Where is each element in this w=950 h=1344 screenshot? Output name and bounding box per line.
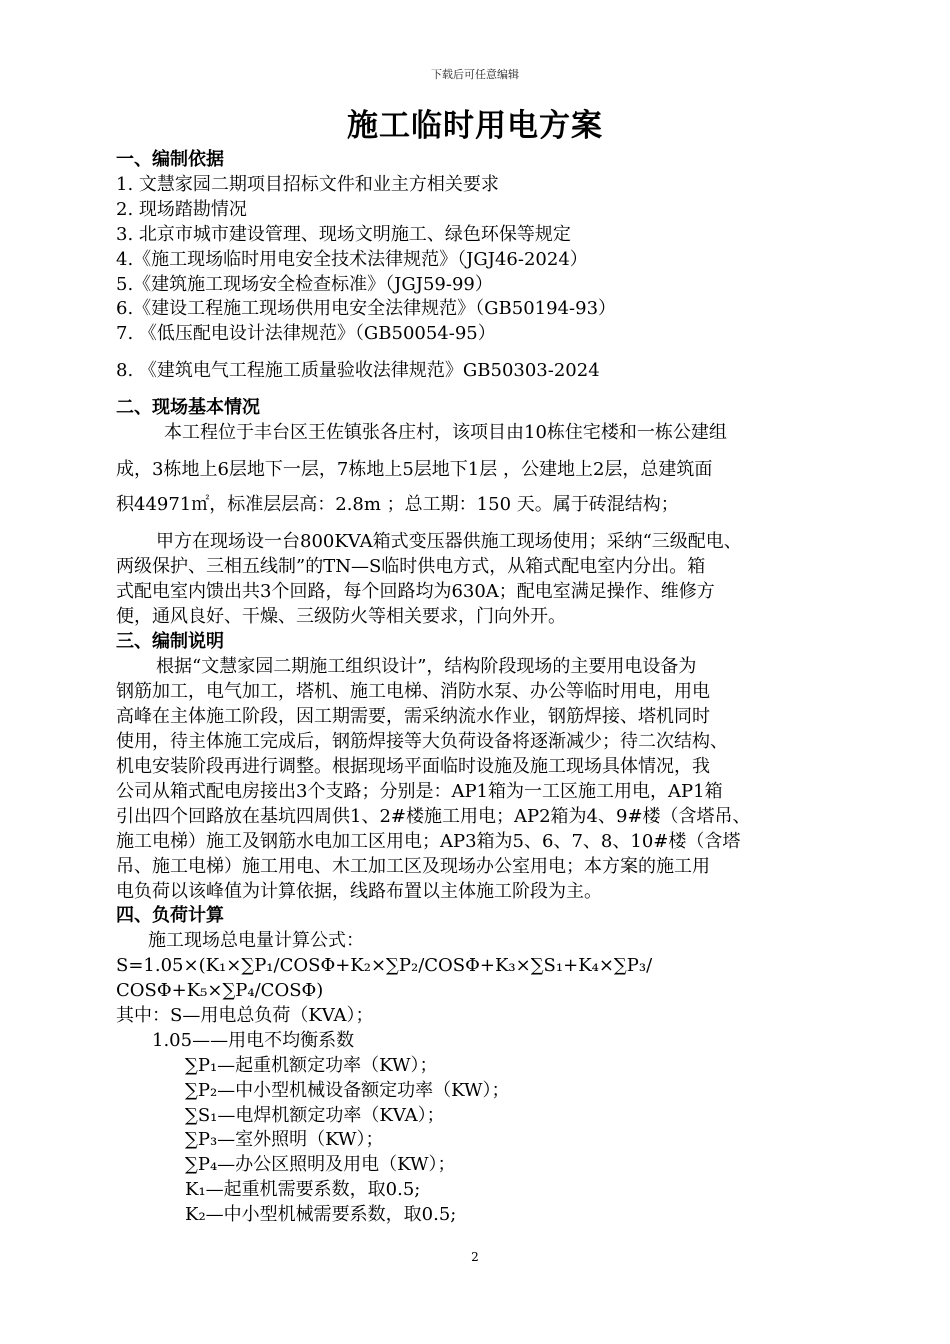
- basis-item: 5.《建筑施工现场安全检查标准》（JGJ59-99）: [116, 274, 493, 295]
- formula-line: S=1.05×(K₁×∑P₁/COSΦ+K₂×∑P₂/COSΦ+K₃×∑S₁+K₄×∑P₃/: [116, 955, 653, 976]
- formula-term: ∑P₄—办公区照明及用电（KW）；: [185, 1154, 456, 1175]
- section-heading-basis: 一、编制依据: [116, 149, 224, 170]
- basis-item: 3. 北京市城市建设管理、现场文明施工、绿色环保等规定: [116, 224, 571, 245]
- explain-paragraph-line: 高峰在主体施工阶段，因工期需要，需采纳流水作业，钢筋焊接、塔机同时: [116, 706, 710, 727]
- site-paragraph-line: 两级保护、三相五线制”的TN—S临时供电方式，从箱式配电室内分出。箱: [116, 556, 706, 577]
- site-paragraph-line: 成，3栋地上6层地下一层，7栋地上5层地下1层 ，公建地上2层，总建筑面: [116, 459, 713, 480]
- page-number: 2: [471, 1250, 479, 1264]
- formula-coefficient: 1.05——用电不均衡系数: [152, 1030, 355, 1051]
- page-header: 下载后可任意编辑: [431, 68, 519, 81]
- formula-intro: 施工现场总电量计算公式：: [148, 930, 364, 951]
- explain-paragraph-line: 电负荷以该峰值为计算依据，线路布置以主体施工阶段为主。: [116, 881, 602, 902]
- site-paragraph-line: 积44971㎡，标准层层高：2.8m ；总工期：150 天。属于砖混结构；: [116, 494, 679, 515]
- section-heading-explain: 三、编制说明: [116, 631, 224, 652]
- formula-term: ∑P₁—起重机额定功率（KW）；: [185, 1055, 438, 1076]
- explain-paragraph-line: 根据“文慧家园二期施工组织设计”，结构阶段现场的主要用电设备为: [156, 656, 697, 677]
- basis-item: 1. 文慧家园二期项目招标文件和业主方相关要求: [116, 174, 499, 195]
- basis-item: 6.《建设工程施工现场供用电安全法律规范》（GB50194-93）: [116, 298, 617, 319]
- formula-term: ∑S₁—电焊机额定功率（KVA）；: [185, 1105, 445, 1126]
- formula-term: K₂—中小型机械需要系数，取0.5;: [185, 1204, 457, 1225]
- explain-paragraph-line: 引出四个回路放在基坑四周供1、2#楼施工用电；AP2箱为4、9#楼（含塔吊、: [116, 806, 751, 827]
- document-title: 施工临时用电方案: [347, 108, 603, 144]
- section-heading-site: 二、现场基本情况: [116, 397, 260, 418]
- explain-paragraph-line: 施工电梯）施工及钢筋水电加工区用电；AP3箱为5、6、7、8、10#楼（含塔: [116, 831, 741, 852]
- basis-item: 4.《施工现场临时用电安全技术法律规范》（JGJ46-2024）: [116, 249, 588, 270]
- site-paragraph-line: 便，通风良好、干燥、三级防火等相关要求，门向外开。: [116, 606, 566, 627]
- explain-paragraph-line: 公司从箱式配电房接出3个支路；分别是：AP1箱为一工区施工用电，AP1箱: [116, 781, 723, 802]
- explain-paragraph-line: 钢筋加工，电气加工，塔机、施工电梯、消防水泵、办公等临时用电，用电: [116, 681, 710, 702]
- formula-term: ∑P₃—室外照明（KW）；: [185, 1129, 384, 1150]
- site-paragraph-line: 甲方在现场设一台800KVA箱式变压器供施工现场使用；采纳“三级配电、: [156, 531, 742, 552]
- section-heading-calc: 四、负荷计算: [116, 905, 224, 926]
- basis-item: 7. 《低压配电设计法律规范》（GB50054-95）: [116, 323, 496, 344]
- basis-item: 8. 《建筑电气工程施工质量验收法律规范》GB50303-2024: [116, 360, 600, 381]
- formula-line: COSΦ+K₅×∑P₄/COSΦ): [116, 980, 324, 1001]
- formula-term: K₁—起重机需要系数，取0.5;: [185, 1179, 421, 1200]
- site-paragraph-line: 式配电室内馈出共3个回路，每个回路均为630A；配电室满足操作、维修方: [116, 581, 715, 602]
- site-paragraph-line: 本工程位于丰台区王佐镇张各庄村，该项目由10栋住宅楼和一栋公建组: [164, 422, 727, 443]
- formula-where: 其中：S—用电总负荷（KVA）；: [116, 1005, 374, 1026]
- formula-term: ∑P₂—中小型机械设备额定功率（KW）；: [185, 1080, 510, 1101]
- explain-paragraph-line: 吊、施工电梯）施工用电、木工加工区及现场办公室用电；本方案的施工用: [116, 856, 710, 877]
- explain-paragraph-line: 使用，待主体施工完成后，钢筋焊接等大负荷设备将逐渐减少；待二次结构、: [116, 731, 728, 752]
- basis-item: 2. 现场踏勘情况: [116, 199, 247, 220]
- explain-paragraph-line: 机电安装阶段再进行调整。根据现场平面临时设施及施工现场具体情况，我: [116, 756, 710, 777]
